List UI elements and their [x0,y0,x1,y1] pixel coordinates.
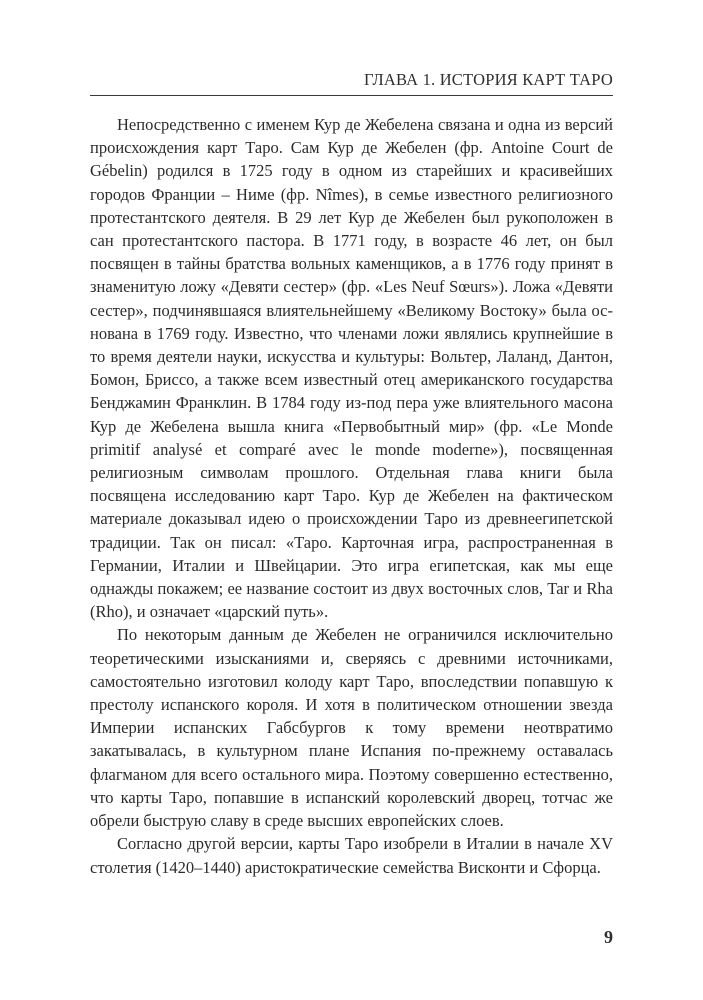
page-number: 9 [604,927,613,947]
body-text [90,113,613,879]
paragraph-italian-version: Согласно другой версии, карты Таро изобрели в Италии в начале XV столетия (1420–1440) аристократические семейства Висконти и Сфорца. [90,834,613,877]
header-rule [90,95,613,96]
running-head: ГЛАВА 1. ИСТОРИЯ КАРТ ТАРО [363,70,613,89]
paragraph-spanish-deck: По некоторым данным де Жебелен не ограничился исключительно теоретическими изысканиями и, сверяясь с древними источниками, самостоятельно изготовил колоду карт Таро, впоследствии попавшую к престолу испанского короля. И хотя в политическом отношении звезда Империи испанских Габсбургов к тому времени неотвратимо закатывалась, в культурном плане Испания по-прежнему оставалась флагманом для всего остального мира. Поэтому совершенно естественно, что карты Таро, попавшие в испанский королевский дворец, тотчас же обрели быструю славу в среде высших европейских слоев. [90,625,613,831]
paragraph-court-de-gebelin: Непосредственно с именем Кур де Жебелена связана и одна из версий происхождения карт Таро. Сам Кур де Жебелен (фр. Antoine Court de Gébelin) родился в 1725 году в одном из старейших и красивейших городов Франции – Ниме (фр. Nîmes), в семье известного религиозного протестантского деятеля. В 29 лет Кур де Жебелен был рукоположен в сан протестантского пастора. В 1771 году, в возрасте 46 лет, он был посвящен в тайны братства вольных каменщиков, а в 1776 году принят в знаменитую ложу «Девяти сестер» (фр. «Les Neuf Sœurs»). Ложа «Девяти сестер», подчинявшаяся влиятельнейшему «Великому Востоку» была основана в 1769 году. Известно, что членами ложи являлись крупнейшие в то время деятели науки, искусства и культуры: Вольтер, Лаланд, Дантон, Бомон, Бриссо, а также всем известный отец американского государства Бенджамин Франклин. В 1784 году из-под пера уже влиятельного масона Кур де Жебелена вышла книга «Первобытный мир» (фр. «Le Monde primitif analysé et comparé avec le monde moderne»), посвященная религиозным символам прошлого. Отдельная глава книги была посвящена исследованию карт Таро. Кур де Жебелен на фактическом материале доказывал идею о происхождении Таро из древнеегипетской традиции. Так он писал: «Таро. Карточная игра, распространенная в Германии, Италии и Швейцарии. Это игра египетская, как мы еще однажды покажем; ее название состоит из двух восточных слов, Tar и Rha (Rho), и означает «царский путь». [90,115,613,622]
